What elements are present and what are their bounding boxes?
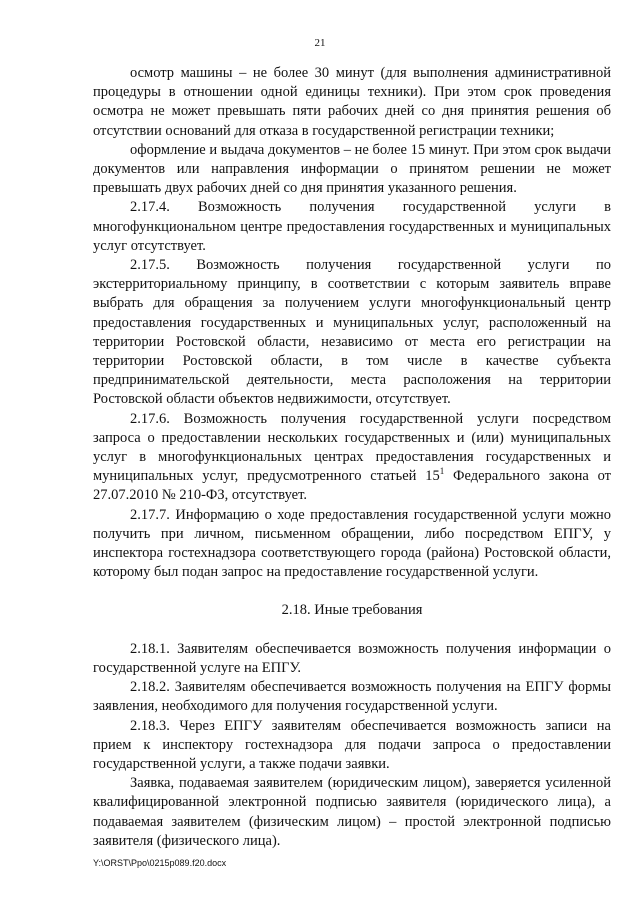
page-number: 21 [314,37,326,49]
paragraph-2-17-6-text: 2.17.6. Возможность получения государственной услуги посредством запроса о предоставлении нескольких государственных и (или) муниципальных услуг в многофункциональных центрах предоставления государственных и муниципальных услуг, предусмотренного статьей 15 [93,410,611,485]
paragraph-2-17-4: 2.17.4. Возможность получения государственной услуги в многофункциональном центре предоставления государственных и муниципальных услуг отсутствует. [93,199,611,254]
paragraph-2-18-1: 2.18.1. Заявителям обеспечивается возможность получения информации о государственной услуге на ЕПГУ. [93,640,611,676]
paragraph-2-18-3: 2.18.3. Через ЕПГУ заявителям обеспечивается возможность записи на прием к инспектору гостехнадзора для подачи запроса о предоставлении государственной услуги, а также подачи заявки. [93,717,611,772]
paragraph-2-18-2: 2.18.2. Заявителям обеспечивается возможность получения на ЕПГУ формы заявления, необходимого для получения государственной услуги. [93,679,611,715]
paragraph-2-17-6 [93,410,611,506]
paragraph-2-17-5: 2.17.5. Возможность получения государственной услуги по экстерриториальному принципу, в соответствии с которым заявитель вправе выбрать для обращения за получением услуги многофункциональный центр предоставления государственных и муниципальных услуг, расположенный на территории Ростовской области, независимо от места его регистрации на территории Ростовской области, в том числе в качестве субъекта предпринимательской деятельности, места расположения на территории Ростовской области объектов недвижимости, отсутствует. [93,257,611,408]
section-heading: 2.18. Иные требования [281,602,423,619]
paragraph-inspection-time: осмотр машины – не более 30 минут (для выполнения административной процедуры в отношении одной единицы техники). При этом срок проведения осмотра не может превышать пяти рабочих дней со дня принятия решения об отсутствии оснований для отказа в государственной регистрации техники; [93,65,611,139]
paragraph-2-17-6-tail: Федерального закона от 27.07.2010 № 210-ФЗ, отсутствует. [93,468,611,504]
paragraph-application-signature: Заявка, подаваемая заявителем (юридическим лицом), заверяется усиленной квалифицированной электронной подписью заявителя (юридического лица), а подаваемая заявителем (физическим лицом) – простой электронной подписью заявителя (физического лица). [93,775,611,849]
paragraph-document-issue-time: оформление и выдача документов – не более 15 минут. При этом срок выдачи документов или направления информации о принятом решении не может превышать двух рабочих дней со дня принятия указанного решения. [93,141,611,197]
superscript-article-number: 1 [439,466,445,477]
paragraph-2-17-7: 2.17.7. Информацию о ходе предоставления государственной услуги можно получить при личном, письменном обращении, либо посредством ЕПГУ, у инспектора гостехнадзора соответствующего города (района) Ростовской области, которому был подан запрос на предоставление государственной услуги. [93,506,611,581]
footer-file-path: Y:\ORST\Ppo\0215p089.f20.docx [93,858,227,868]
document-body [93,64,611,851]
